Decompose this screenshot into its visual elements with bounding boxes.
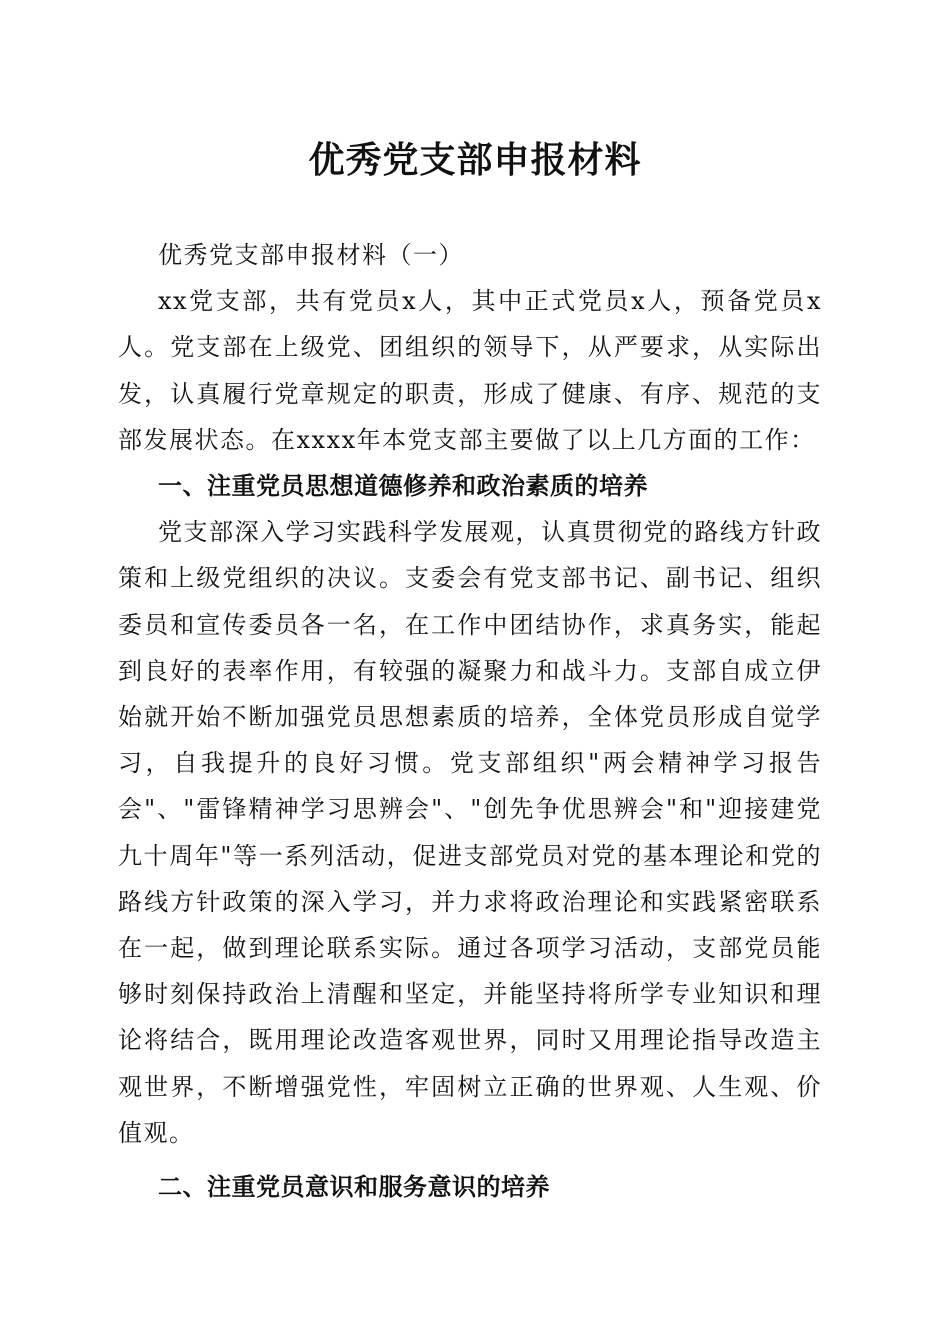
document-body xyxy=(118,232,822,1210)
section-1-body: 党支部深入学习实践科学发展观，认真贯彻党的路线方针政策和上级党组织的决议。支委会有党支部书记、副书记、组织委员和宣传委员各一名，在工作中团结协作，求真务实，能起到良好的表率作用，有较强的凝聚力和战斗力。支部自成立伊始就开始不断加强党员思想素质的培养，全体党员形成自觉学习，自我提升的良好习惯。党支部组织"两会精神学习报告会"、"雷锋精神学习思辨会"、"创先争优思辨会"和"迎接建党九十周年"等一系列活动，促进支部党员对党的基本理论和党的路线方针政策的深入学习，并力求将政治理论和实践紧密联系在一起，做到理论联系实际。通过各项学习活动，支部党员能够时刻保持政治上清醒和坚定，并能坚持将所学专业知识和理论将结合，既用理论改造客观世界，同时又用理论指导改造主观世界，不断增强党性，牢固树立正确的世界观、人生观、价值观。 xyxy=(118,518,822,1147)
document-title: 优秀党支部申报材料 xyxy=(308,139,642,181)
section-1-heading: 一、注重党员思想道德修养和政治素质的培养 xyxy=(158,472,648,501)
section-2-heading: 二、注重党员意识和服务意识的培养 xyxy=(158,1173,550,1202)
subtitle-paragraph: 优秀党支部申报材料（一） xyxy=(158,241,464,269)
intro-paragraph: xx党支部，共有党员x人，其中正式党员x人，预备党员x人。党支部在上级党、团组织的领导下，从严要求，从实际出发，认真履行党章规定的职责，形成了健康、有序、规范的支部发展状态。在xxxx年本党支部主要做了以上几方面的工作： xyxy=(118,287,822,454)
